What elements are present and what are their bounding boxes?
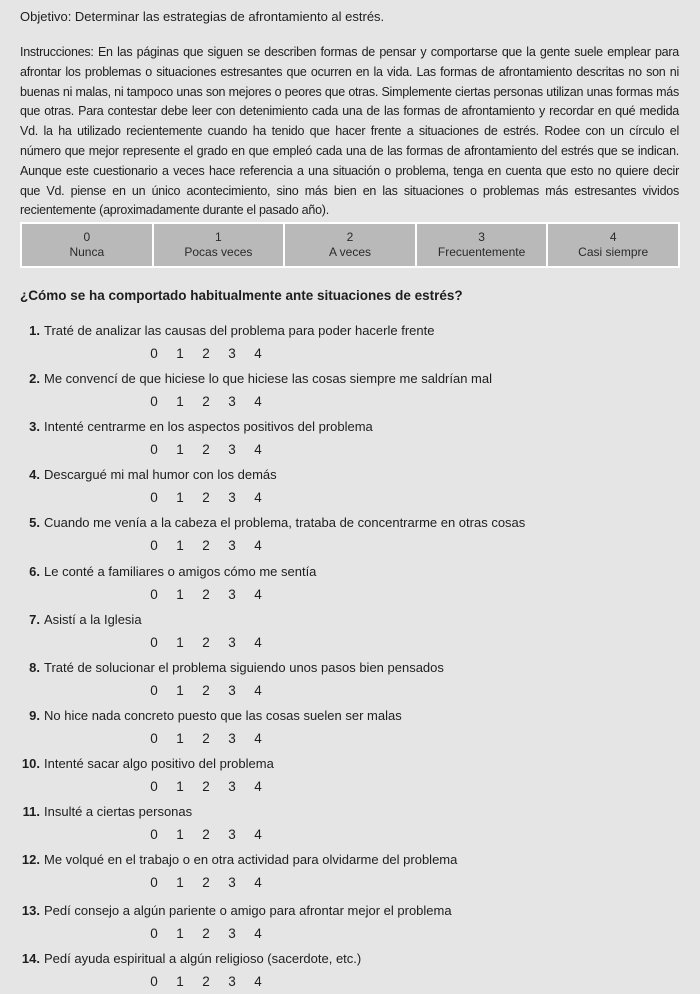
scale-label: A veces	[328, 245, 371, 259]
scale-value: 3	[478, 230, 485, 244]
questionnaire-item	[0, 611, 700, 655]
questionnaire-item	[0, 514, 700, 558]
answer-option-4[interactable]: 4	[254, 926, 262, 942]
answer-option-1[interactable]: 1	[176, 346, 184, 361]
answer-option-0[interactable]: 0	[150, 875, 158, 891]
scale-cell-0	[22, 224, 154, 266]
questionnaire-item	[0, 950, 700, 994]
answer-option-4[interactable]: 4	[254, 442, 262, 458]
answer-option-3[interactable]: 3	[228, 730, 236, 746]
answer-option-1[interactable]: 1	[176, 926, 184, 942]
answer-option-0[interactable]: 0	[150, 634, 158, 650]
answer-option-3[interactable]: 3	[228, 394, 236, 410]
item-number: 7.	[29, 611, 40, 627]
question-header: ¿Cómo se ha comportado habitualmente ante situaciones de estrés?	[20, 288, 463, 303]
answer-option-2[interactable]: 2	[202, 875, 210, 891]
answer-option-1[interactable]: 1	[176, 634, 184, 650]
answer-option-2[interactable]: 2	[202, 538, 210, 554]
answer-option-2[interactable]: 2	[202, 586, 210, 602]
answer-options	[141, 392, 271, 412]
scale-label: Pocas veces	[184, 245, 253, 259]
item-number: 2.	[29, 371, 40, 387]
answer-option-0[interactable]: 0	[150, 394, 158, 410]
answer-options	[141, 729, 271, 749]
answer-option-0[interactable]: 0	[150, 442, 158, 458]
answer-option-0[interactable]: 0	[150, 827, 158, 842]
objective-text: Objetivo: Determinar las estrategias de afrontamiento al estrés.	[20, 9, 385, 24]
answer-options	[141, 681, 271, 701]
answer-option-2[interactable]: 2	[202, 974, 210, 990]
instructions-text: Instrucciones: En las páginas que siguen se describen formas de pensar y comportarse que la gente suele emplear para afrontar los problemas o situaciones estresantes que ocurren en la vida. Las formas de afrontamiento descritas no son ni buenas ni malas, ni tampoco unas son mejores o peores que otras. Simplemente ciertas personas utilizan unas formas más que otras. Para contestar debe leer con detenimiento cada una de las formas de afrontamiento y recordar en qué medida Vd. la ha utilizado recientemente cuando ha tenido que hacer frente a situaciones de estrés. Rodee con un círculo el número que mejor represente el grado en que empleó cada una de las formas de afrontamiento del estrés que se indican. Aunque este cuestionario a veces hace referencia a una situación o problema, tenga en cuenta que esto no quiere decir que Vd. piense en un único acontecimiento, sino más bien en las situaciones o problemas más estresantes vividos recientemente (aproximadamente durante el pasado año).	[20, 45, 679, 218]
answer-option-2[interactable]: 2	[202, 490, 210, 506]
questionnaire-item	[0, 851, 700, 895]
answer-option-4[interactable]: 4	[254, 346, 262, 361]
answer-option-4[interactable]: 4	[254, 682, 262, 698]
scale-label: Frecuentemente	[437, 245, 526, 259]
item-text: Me volqué en el trabajo o en otra actividad para olvidarme del problema	[44, 852, 458, 868]
answer-option-3[interactable]: 3	[228, 827, 236, 842]
answer-option-3[interactable]: 3	[228, 926, 236, 942]
questionnaire-item	[0, 418, 700, 462]
answer-option-4[interactable]: 4	[254, 586, 262, 602]
scale-value: 4	[609, 230, 617, 244]
scale-value: 2	[346, 230, 354, 244]
item-number: 5.	[29, 515, 40, 531]
answer-option-2[interactable]: 2	[202, 346, 210, 361]
scale-cell-4	[548, 224, 678, 266]
questionnaire-item	[0, 902, 700, 946]
scale-cell-2	[285, 224, 417, 266]
answer-option-3[interactable]: 3	[228, 875, 236, 891]
answer-option-1[interactable]: 1	[176, 827, 184, 842]
answer-options	[141, 585, 271, 605]
item-text: Intenté centrarme en los aspectos positivos del problema	[44, 419, 373, 435]
answer-option-0[interactable]: 0	[150, 346, 158, 361]
answer-options	[141, 825, 271, 845]
item-number: 1.	[29, 323, 40, 338]
answer-option-4[interactable]: 4	[254, 778, 262, 794]
answer-option-0[interactable]: 0	[150, 490, 158, 506]
item-text: Traté de analizar las causas del problema para poder hacerle frente	[44, 323, 435, 338]
item-text: Me convencí de que hiciese lo que hiciese las cosas siempre me saldrían mal	[44, 371, 493, 387]
item-text: Insulté a ciertas personas	[44, 804, 193, 819]
item-number: 10.	[21, 755, 40, 771]
answer-option-2[interactable]: 2	[202, 827, 210, 842]
answer-option-2[interactable]: 2	[202, 778, 210, 794]
answer-option-1[interactable]: 1	[176, 538, 184, 554]
answer-option-1[interactable]: 1	[176, 730, 184, 746]
answer-option-3[interactable]: 3	[228, 538, 236, 554]
questionnaire-item	[0, 466, 700, 510]
scale-label: Casi siempre	[578, 245, 649, 259]
item-text: No hice nada concreto puesto que las cosas suelen ser malas	[44, 707, 402, 723]
item-number: 8.	[29, 659, 40, 675]
item-number: 6.	[29, 563, 40, 579]
questionnaire-item	[0, 755, 700, 799]
answer-option-3[interactable]: 3	[228, 634, 236, 650]
answer-option-4[interactable]: 4	[254, 490, 262, 506]
answer-option-2[interactable]: 2	[202, 442, 210, 458]
answer-option-2[interactable]: 2	[202, 730, 210, 746]
answer-option-0[interactable]: 0	[150, 974, 158, 990]
answer-options	[141, 777, 271, 797]
answer-option-1[interactable]: 1	[176, 682, 184, 698]
answer-option-3[interactable]: 3	[228, 778, 236, 794]
answer-options	[141, 344, 271, 364]
item-text: Cuando me venía a la cabeza el problema, trataba de concentrarme en otras cosas	[44, 515, 526, 531]
answer-option-3[interactable]: 3	[228, 974, 236, 990]
answer-option-1[interactable]: 1	[176, 974, 184, 990]
answer-option-2[interactable]: 2	[202, 682, 210, 698]
item-number: 12.	[21, 852, 40, 868]
questionnaire-item	[0, 370, 700, 414]
answer-option-1[interactable]: 1	[176, 875, 184, 891]
answer-option-2[interactable]: 2	[202, 394, 210, 410]
item-text: Descargué mi mal humor con los demás	[44, 467, 277, 483]
answer-option-4[interactable]: 4	[254, 634, 262, 650]
answer-options	[141, 633, 271, 653]
item-text: Pedí ayuda espiritual a algún religioso (sacerdote, etc.)	[44, 951, 362, 967]
answer-options	[141, 873, 271, 893]
answer-option-1[interactable]: 1	[176, 442, 184, 458]
answer-option-0[interactable]: 0	[150, 778, 158, 794]
item-text: Asistí a la Iglesia	[44, 611, 142, 627]
answer-option-4[interactable]: 4	[254, 875, 262, 891]
answer-options	[141, 440, 271, 460]
answer-option-4[interactable]: 4	[254, 538, 262, 554]
item-text: Le conté a familiares o amigos cómo me sentía	[44, 563, 317, 579]
answer-option-4[interactable]: 4	[254, 394, 262, 410]
answer-option-0[interactable]: 0	[150, 926, 158, 942]
item-text: Pedí consejo a algún pariente o amigo para afrontar mejor el problema	[44, 903, 452, 919]
scale-cell-1	[154, 224, 286, 266]
answer-options	[141, 924, 271, 944]
scale-cell-3	[417, 224, 549, 266]
item-text: Traté de solucionar el problema siguiendo unos pasos bien pensados	[44, 659, 444, 675]
answer-option-4[interactable]: 4	[254, 827, 262, 842]
answer-option-3[interactable]: 3	[228, 490, 236, 506]
item-number: 13.	[21, 903, 40, 919]
answer-option-1[interactable]: 1	[176, 394, 184, 410]
scale-value: 0	[83, 230, 91, 244]
answer-option-1[interactable]: 1	[176, 778, 184, 794]
scale-label: Nunca	[69, 245, 105, 259]
answer-option-4[interactable]: 4	[254, 730, 262, 746]
item-number: 3.	[29, 419, 40, 435]
item-text: Intenté sacar algo positivo del problema	[44, 755, 274, 771]
answer-options	[141, 488, 271, 508]
response-scale-legend	[20, 222, 680, 268]
item-number: 11.	[22, 804, 40, 819]
answer-option-0[interactable]: 0	[150, 682, 158, 698]
answer-option-3[interactable]: 3	[228, 442, 236, 458]
questionnaire-item	[0, 803, 700, 847]
questionnaire-item	[0, 707, 700, 751]
answer-option-3[interactable]: 3	[228, 346, 236, 361]
answer-option-3[interactable]: 3	[228, 586, 236, 602]
item-number: 14.	[21, 951, 40, 967]
answer-option-2[interactable]: 2	[202, 926, 210, 942]
answer-options	[141, 972, 271, 992]
answer-option-0[interactable]: 0	[150, 538, 158, 554]
item-number: 9.	[29, 707, 40, 723]
scale-value: 1	[215, 230, 222, 244]
answer-option-1[interactable]: 1	[176, 586, 184, 602]
answer-option-3[interactable]: 3	[228, 682, 236, 698]
answer-option-0[interactable]: 0	[150, 586, 158, 602]
questionnaire-item	[0, 659, 700, 703]
answer-option-0[interactable]: 0	[150, 730, 158, 746]
questionnaire-item	[0, 563, 700, 607]
answer-options	[141, 536, 271, 556]
answer-option-2[interactable]: 2	[202, 634, 210, 650]
questionnaire-item	[0, 322, 700, 366]
answer-option-4[interactable]: 4	[254, 974, 262, 990]
answer-option-1[interactable]: 1	[176, 490, 184, 506]
item-number: 4.	[29, 467, 40, 483]
